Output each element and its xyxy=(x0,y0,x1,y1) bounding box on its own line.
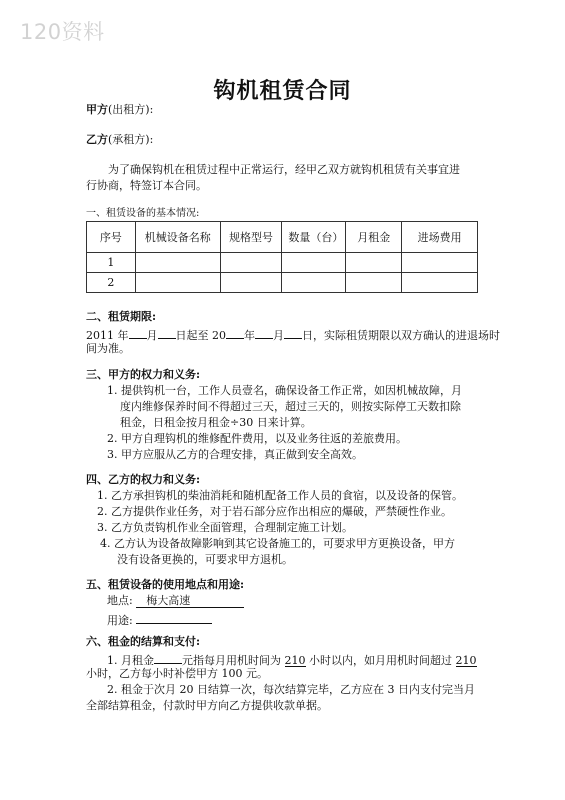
location-value: 梅大高速 xyxy=(136,593,244,608)
section4-item-3: 3. 乙方负责钩机作业全面管理，合理制定施工计划。 xyxy=(97,521,353,534)
section4-item-4-line-2: 没有设备更换的，可要求甲方退机。 xyxy=(117,553,293,566)
section3-heading: 三、甲方的权力和义务: xyxy=(86,368,201,381)
lease-term-line-2: 间为准。 xyxy=(86,342,130,355)
table-cell xyxy=(346,273,402,293)
blank-field xyxy=(129,325,147,339)
party-a-role: (出租方): xyxy=(108,103,154,116)
section6-item-1-line-1: 1. 月租金 元指每月用机时间为 210 小时以内，如月用机时间超过 210 xyxy=(107,650,477,669)
col-header-fee: 进场费用 xyxy=(402,222,478,253)
table-row xyxy=(87,273,478,293)
section6-item-1-line-2: 小时，乙方每小时补偿甲方 100 元。 xyxy=(86,667,268,680)
start-year: 2011 xyxy=(86,329,114,342)
location-label: 地点: xyxy=(107,594,133,607)
section3-item-1-line-3: 租金，日租金按月租金÷30 日来计算。 xyxy=(120,416,312,429)
table-cell xyxy=(220,253,282,273)
blank-field xyxy=(255,325,273,339)
equipment-table xyxy=(86,221,478,293)
section6-item-2-line-2: 全部结算租金，付款时甲方向乙方提供收款单据。 xyxy=(86,699,328,712)
location-line xyxy=(107,593,244,609)
col-header-rent: 月租金 xyxy=(346,222,402,253)
section5-heading: 五、租赁设备的使用地点和用途: xyxy=(86,578,245,591)
section6-item-2-line-1: 2. 租金于次月 20 日结算一次，每次结算完毕，乙方应在 3 日内支付完当月 xyxy=(107,683,475,696)
intro-line-1: 为了确保钩机在租赁过程中正常运行，经甲乙双方就钩机租赁有关事宜进 xyxy=(108,163,460,176)
usage-line xyxy=(107,609,212,629)
col-header-name: 机械设备名称 xyxy=(135,222,220,253)
intro-line-2: 行协商，特签订本合同。 xyxy=(86,179,207,192)
section3-item-1-line-1: 1. 提供钩机一台，工作人员壹名，确保设备工作正常，如因机械故障，月 xyxy=(107,384,462,397)
table-cell xyxy=(402,273,478,293)
col-header-model: 规格型号 xyxy=(220,222,282,253)
watermark: 120资料 xyxy=(20,20,105,44)
table-row xyxy=(87,253,478,273)
hours-limit-2: 210 xyxy=(455,654,477,667)
col-header-index: 序号 xyxy=(87,222,136,253)
section3-item-3: 3. 甲方应服从乙方的合理安排，真正做到安全高效。 xyxy=(107,448,363,461)
hours-limit: 210 xyxy=(284,654,306,667)
section4-item-4-line-1: 4. 乙方认为设备故障影响到其它设备施工的，可要求甲方更换设备，甲方 xyxy=(100,537,455,550)
section4-item-1: 1. 乙方承担钩机的柴油消耗和随机配备工作人员的食宿，以及设备的保管。 xyxy=(97,489,463,502)
table-header-row xyxy=(87,222,478,253)
table-cell xyxy=(282,253,346,273)
table-cell xyxy=(282,273,346,293)
party-b-label: 乙方 xyxy=(86,133,108,146)
party-a-label: 甲方 xyxy=(86,103,108,116)
table-cell xyxy=(220,273,282,293)
blank-field xyxy=(226,325,244,339)
table-cell xyxy=(346,253,402,273)
table-cell: 2 xyxy=(87,273,136,293)
table-cell xyxy=(402,253,478,273)
lease-term-line-1: 2011 年 月 日起至 20 年 月 日，实际租赁期限以双方确认的进退场时 xyxy=(86,325,500,344)
section1-heading: 一、租赁设备的基本情况: xyxy=(86,208,200,219)
contract-title: 钩机租赁合同 xyxy=(213,78,352,104)
section4-item-2: 2. 乙方提供作业任务，对于岩石部分应作出相应的爆破，严禁硬性作业。 xyxy=(97,505,452,518)
party-b-role: (承租方): xyxy=(108,133,154,146)
usage-label: 用途: xyxy=(107,614,133,627)
col-header-qty: 数量（台） xyxy=(282,222,346,253)
party-a-line xyxy=(86,102,153,118)
blank-field xyxy=(158,325,176,339)
section3-item-1-line-2: 度内维修保养时间不得超过三天，超过三天的，则按实际停工天数扣除 xyxy=(120,400,461,413)
section4-heading: 四、乙方的权力和义务: xyxy=(86,473,201,486)
usage-blank xyxy=(136,609,212,624)
section2-heading: 二、租赁期限: xyxy=(86,310,157,323)
section6-heading: 六、租金的结算和支付: xyxy=(86,635,201,648)
party-b-line xyxy=(86,132,153,148)
table-cell: 1 xyxy=(87,253,136,273)
table-cell xyxy=(135,253,220,273)
rent-amount-blank xyxy=(154,650,182,664)
blank-field xyxy=(284,325,302,339)
section3-item-2: 2. 甲方自理钩机的维修配件费用，以及业务往返的差旅费用。 xyxy=(107,432,407,445)
table-cell xyxy=(135,273,220,293)
